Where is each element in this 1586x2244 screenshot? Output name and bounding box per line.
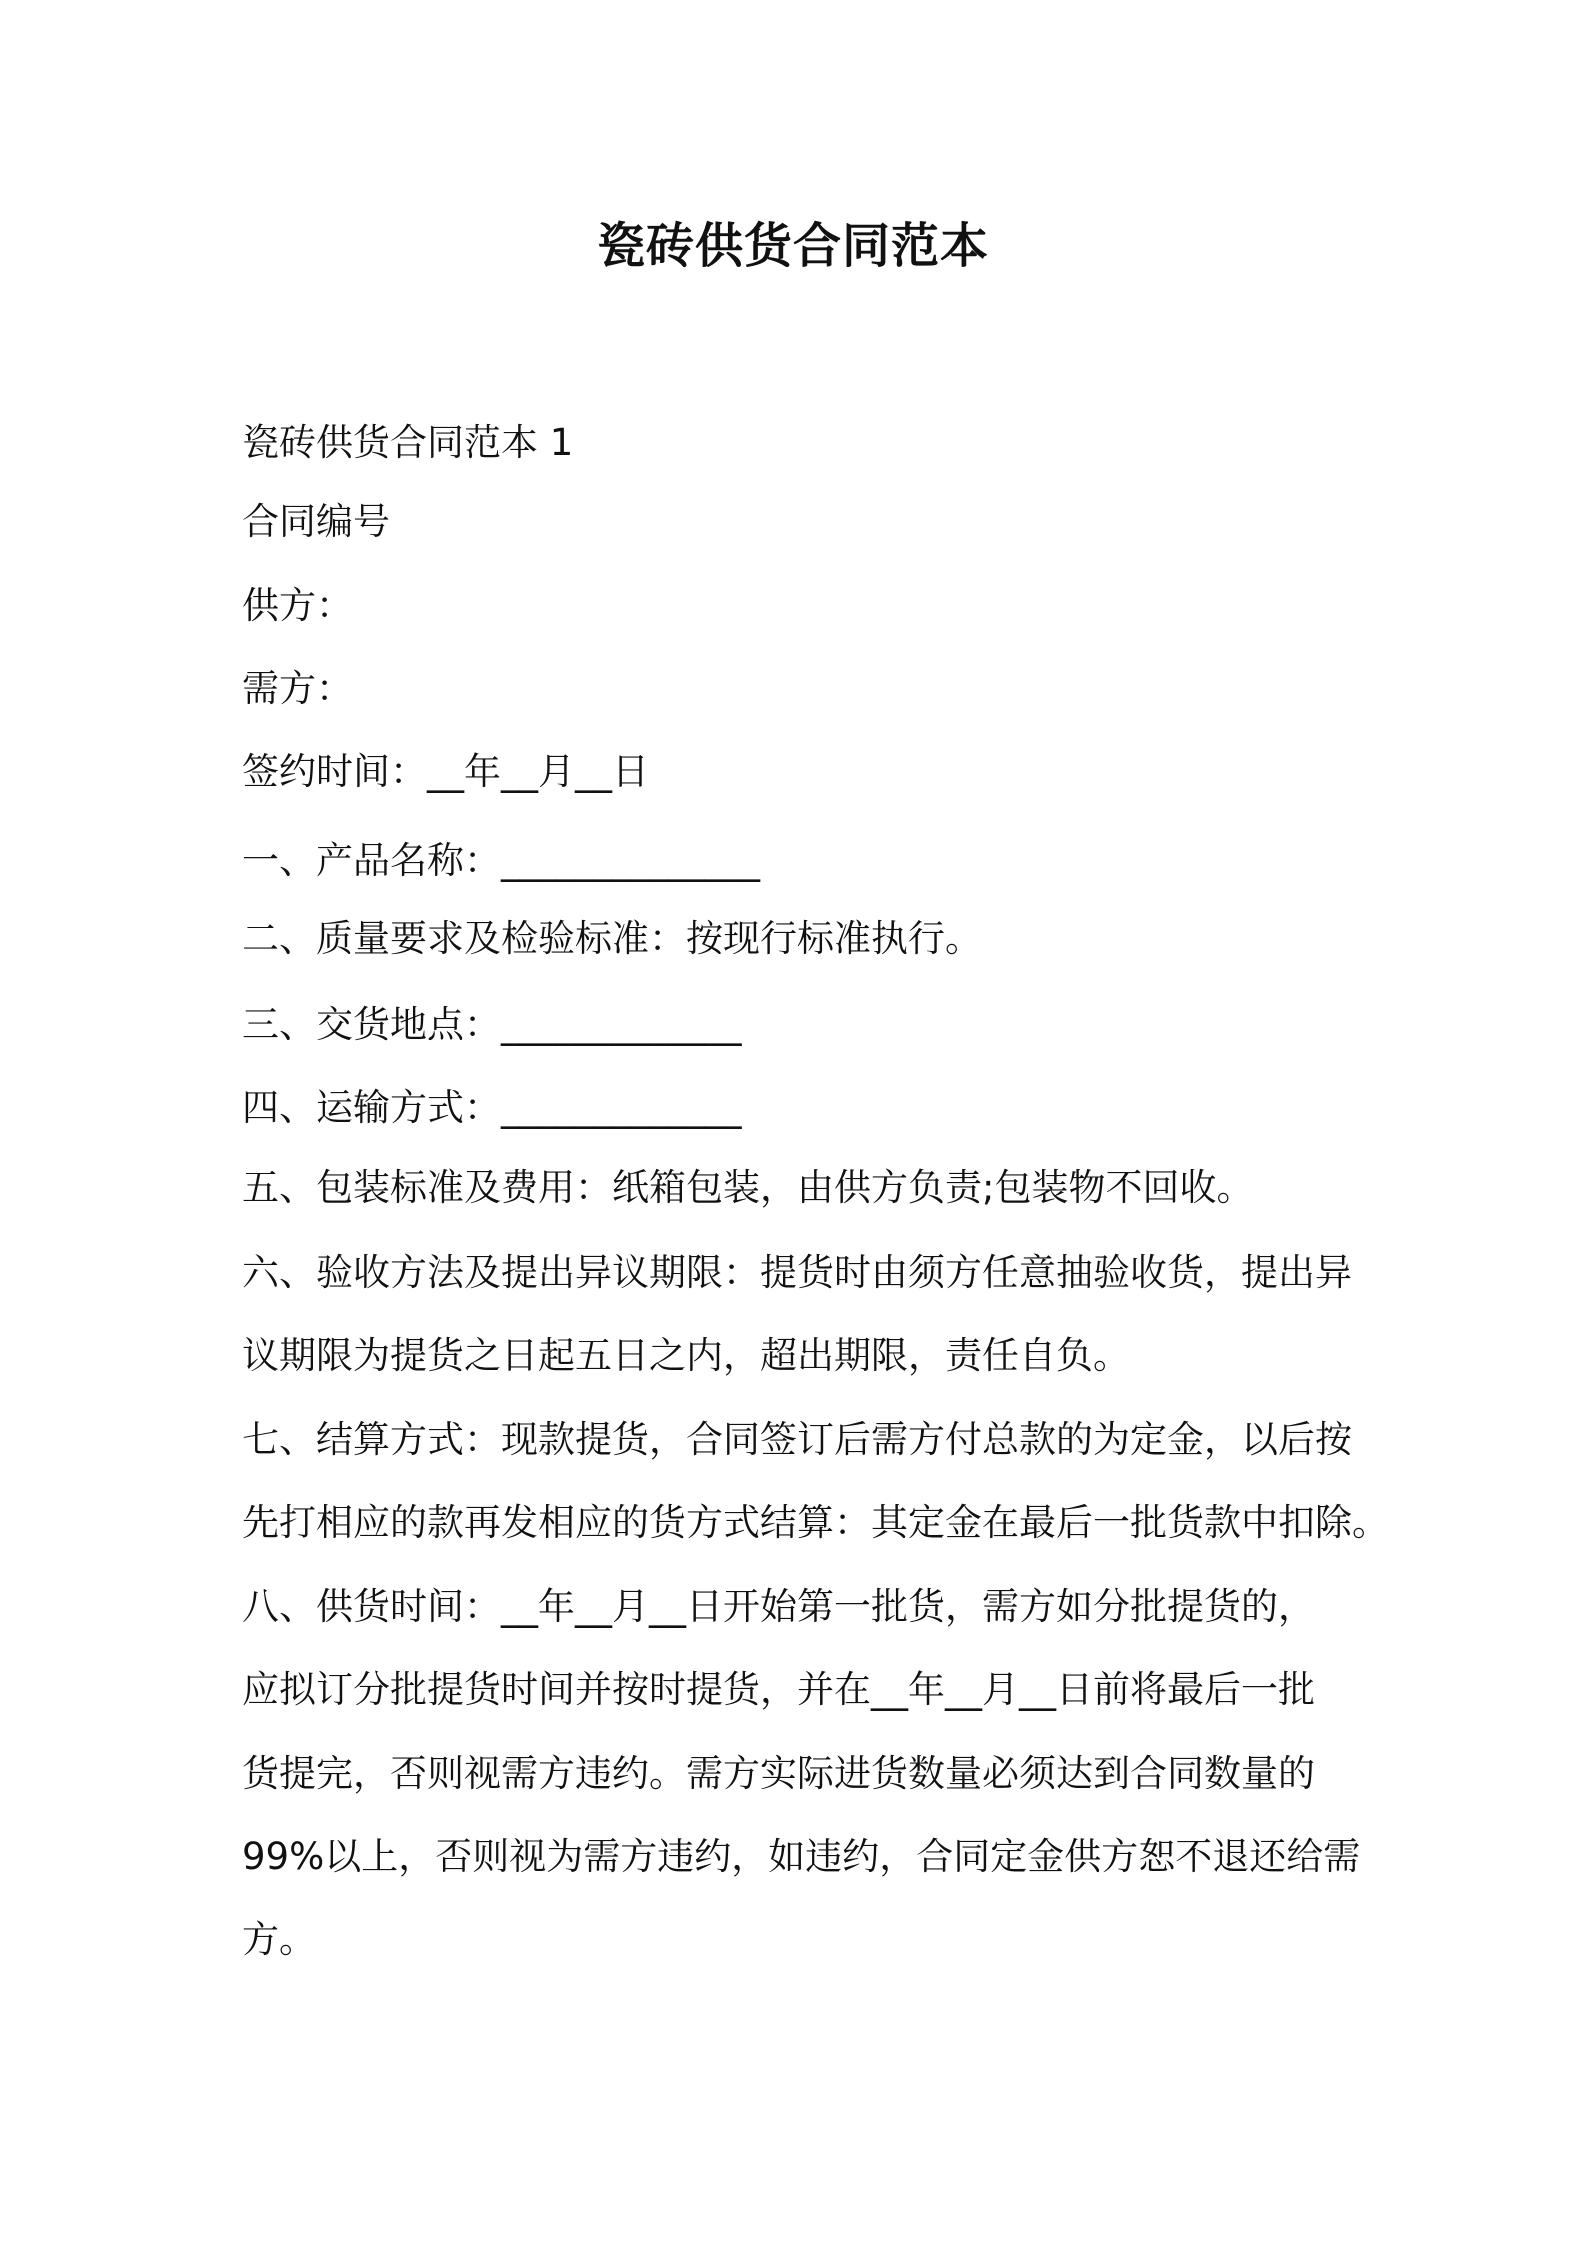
supplier-label: 供方： (242, 584, 353, 627)
clause-4-transport: 四、运输方式：_____________ (242, 1086, 742, 1129)
clause-8-supply-time-line-1: 八、供货时间：__年__月__日开始第一批货，需方如分批提货的， (242, 1585, 1315, 1628)
clause-6-acceptance-line-1: 六、验收方法及提出异议期限：提货时由须方任意抽验收货，提出异 (242, 1251, 1352, 1294)
clause-6-acceptance-line-2: 议期限为提货之日起五日之内，超出期限，责任自负。 (242, 1334, 1130, 1377)
clause-5-packaging: 五、包装标准及费用：纸箱包装，由供方负责;包装物不回收。 (242, 1166, 1254, 1209)
clause-1-product-name: 一、产品名称：______________ (242, 839, 760, 882)
clause-7-settlement-line-1: 七、结算方式：现款提货，合同签订后需方付总款的为定金，以后按 (242, 1418, 1352, 1461)
signing-date-line: 签约时间：__年__月__日 (242, 750, 649, 793)
clause-7-settlement-line-2: 先打相应的款再发相应的货方式结算：其定金在最后一批货款中扣除。 (242, 1501, 1389, 1544)
clause-3-delivery-location: 三、交货地点：_____________ (242, 1003, 742, 1046)
clause-8-supply-time-line-2: 应拟订分批提货时间并按时提货，并在__年__月__日前将最后一批 (242, 1668, 1315, 1711)
buyer-label: 需方： (242, 667, 353, 710)
clause-8-supply-time-line-3: 货提完，否则视需方违约。需方实际进货数量必须达到合同数量的 (242, 1752, 1315, 1795)
contract-number-label: 合同编号 (242, 500, 390, 543)
clause-8-supply-time-line-5: 方。 (242, 1918, 316, 1961)
clause-2-quality: 二、质量要求及检验标准：按现行标准执行。 (242, 917, 982, 960)
clause-8-supply-time-line-4: 99%以上，否则视为需方违约，如违约，合同定金供方恕不退还给需 (242, 1835, 1361, 1878)
contract-subtitle: 瓷砖供货合同范本 1 (242, 421, 574, 464)
document-title: 瓷砖供货合同范本 (596, 218, 989, 274)
